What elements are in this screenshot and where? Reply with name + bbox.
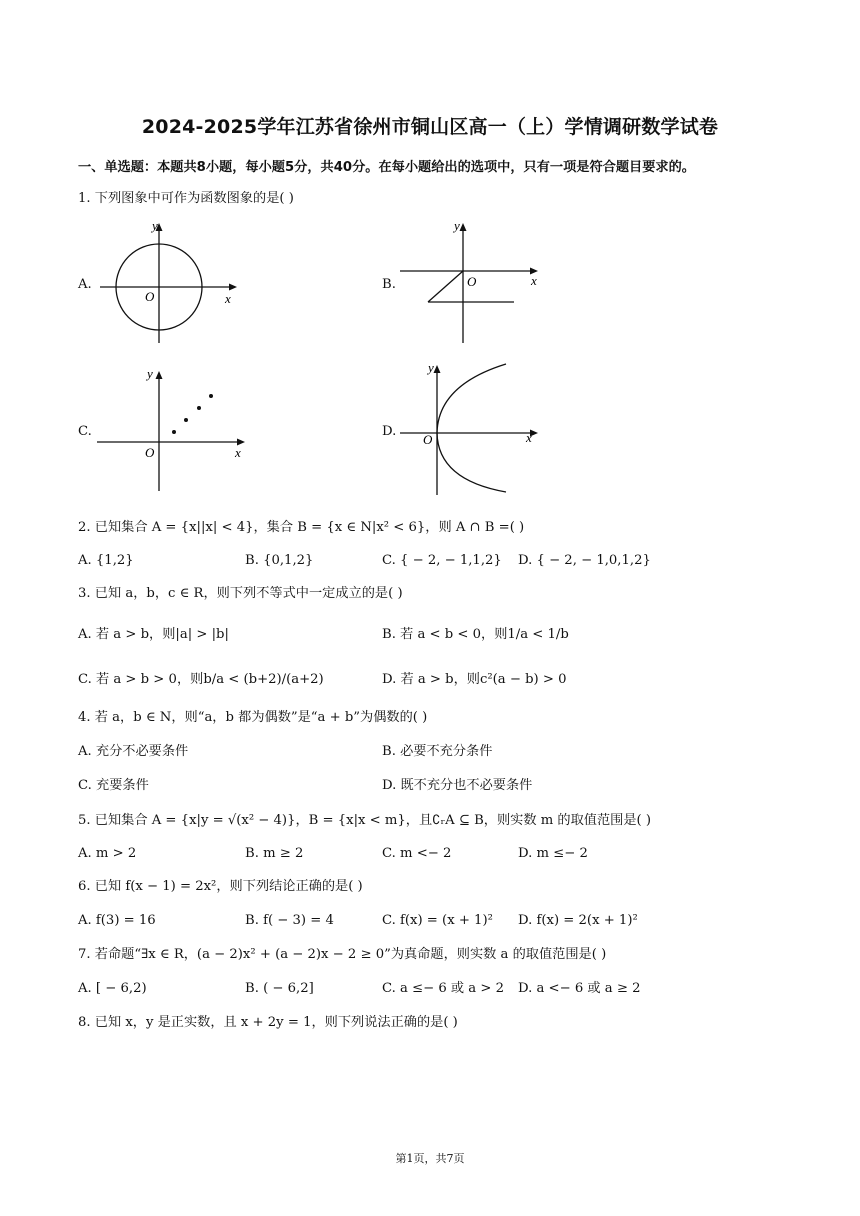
q3-option-d: D. 若 a > b，则c²(a − b) > 0: [382, 672, 567, 687]
q6-option-b: B. f( − 3) = 4: [245, 913, 334, 928]
q1c-x-label: x: [235, 445, 241, 460]
q1-graph-b-piecewise: [398, 215, 548, 350]
q1b-x-label: x: [531, 273, 537, 288]
q3-option-c: C. 若 a > b > 0，则b/a < (b+2)/(a+2): [78, 672, 324, 687]
q1c-point: [184, 418, 188, 422]
question-6-stem: 6. 已知 f(x − 1) = 2x²，则下列结论正确的是( ): [78, 879, 363, 894]
question-5-stem: 5. 已知集合 A = {x|y = √(x² − 4)}，B = {x|x < m}，且∁ᵣA ⊆ B，则实数 m 的取值范围是( ): [78, 813, 652, 828]
q2-option-d: D. { − 2, − 1,0,1,2}: [518, 553, 651, 568]
q1-option-c-label: C.: [78, 424, 92, 439]
q1-graph-d-parabola: [398, 355, 548, 500]
q1c-point: [197, 406, 201, 410]
q1a-origin-label: O: [145, 289, 155, 304]
q4-option-d: D. 既不充分也不必要条件: [382, 778, 533, 793]
q4-option-a: A. 充分不必要条件: [78, 744, 189, 759]
q5-option-c: C. m <− 2: [382, 846, 452, 861]
q1b-y-label: y: [454, 218, 460, 233]
q6-option-a: A. f(3) = 16: [78, 913, 156, 928]
q1-option-a-label: A.: [78, 277, 92, 292]
question-2-stem: 2. 已知集合 A = {x||x| < 4}，集合 B = {x ∈ N|x² < 6}，则 A ∩ B =( ): [78, 520, 525, 535]
q1c-point: [172, 430, 176, 434]
q2-option-b: B. {0,1,2}: [245, 553, 314, 568]
q3-option-b: B. 若 a < b < 0，则1/a < 1/b: [382, 627, 569, 642]
q4-option-b: B. 必要不充分条件: [382, 744, 493, 759]
q2-option-a: A. {1,2}: [78, 553, 134, 568]
q5-option-a: A. m > 2: [78, 846, 137, 861]
page-title: 2024-2025学年江苏省徐州市铜山区高一（上）学情调研数学试卷: [141, 116, 719, 138]
q1c-y-label: y: [147, 366, 153, 381]
question-3-stem: 3. 已知 a，b，c ∈ R，则下列不等式中一定成立的是( ): [78, 586, 403, 601]
q6-option-d: D. f(x) = 2(x + 1)²: [518, 913, 638, 928]
question-4-stem: 4. 若 a，b ∈ N，则“a，b 都为偶数”是“a + b”为偶数的( ): [78, 710, 428, 725]
section-heading: 一、单选题：本题共8小题，每小题5分，共40分。在每小题给出的选项中，只有一项是符合题目要求的。: [78, 160, 695, 175]
q7-option-a: A. [ − 6,2): [78, 981, 147, 996]
q1d-x-label: x: [526, 430, 532, 445]
q3-option-a: A. 若 a > b，则|a| > |b|: [78, 627, 229, 642]
q1-option-b-label: B.: [382, 277, 396, 292]
q1-option-d-label: D.: [382, 424, 397, 439]
page-footer: 第1页，共7页: [395, 1152, 465, 1165]
q4-option-c: C. 充要条件: [78, 778, 149, 793]
q1-graph-a-circle: [95, 215, 245, 350]
q1b-origin-label: O: [467, 274, 477, 289]
q1d-origin-label: O: [423, 432, 433, 447]
q7-option-b: B. ( − 6,2]: [245, 981, 314, 996]
q1d-y-label: y: [428, 360, 434, 375]
q1c-origin-label: O: [145, 445, 155, 460]
q1a-y-label: y: [152, 218, 158, 233]
question-1-stem: 1. 下列图象中可作为函数图象的是( ): [78, 191, 294, 206]
q2-option-c: C. { − 2, − 1,1,2}: [382, 553, 502, 568]
q1-graph-c-points: [95, 363, 255, 498]
q1a-x-label: x: [225, 291, 231, 306]
q6-option-c: C. f(x) = (x + 1)²: [382, 913, 493, 928]
q7-option-d: D. a <− 6 或 a ≥ 2: [518, 981, 641, 996]
question-8-stem: 8. 已知 x，y 是正实数，且 x + 2y = 1，则下列说法正确的是( ): [78, 1015, 458, 1030]
q5-option-d: D. m ≤− 2: [518, 846, 588, 861]
question-7-stem: 7. 若命题“∃x ∈ R，(a − 2)x² + (a − 2)x − 2 ≥ 0”为真命题，则实数 a 的取值范围是( ): [78, 947, 607, 962]
q1c-point: [209, 394, 213, 398]
q7-option-c: C. a ≤− 6 或 a > 2: [382, 981, 504, 996]
q5-option-b: B. m ≥ 2: [245, 846, 304, 861]
